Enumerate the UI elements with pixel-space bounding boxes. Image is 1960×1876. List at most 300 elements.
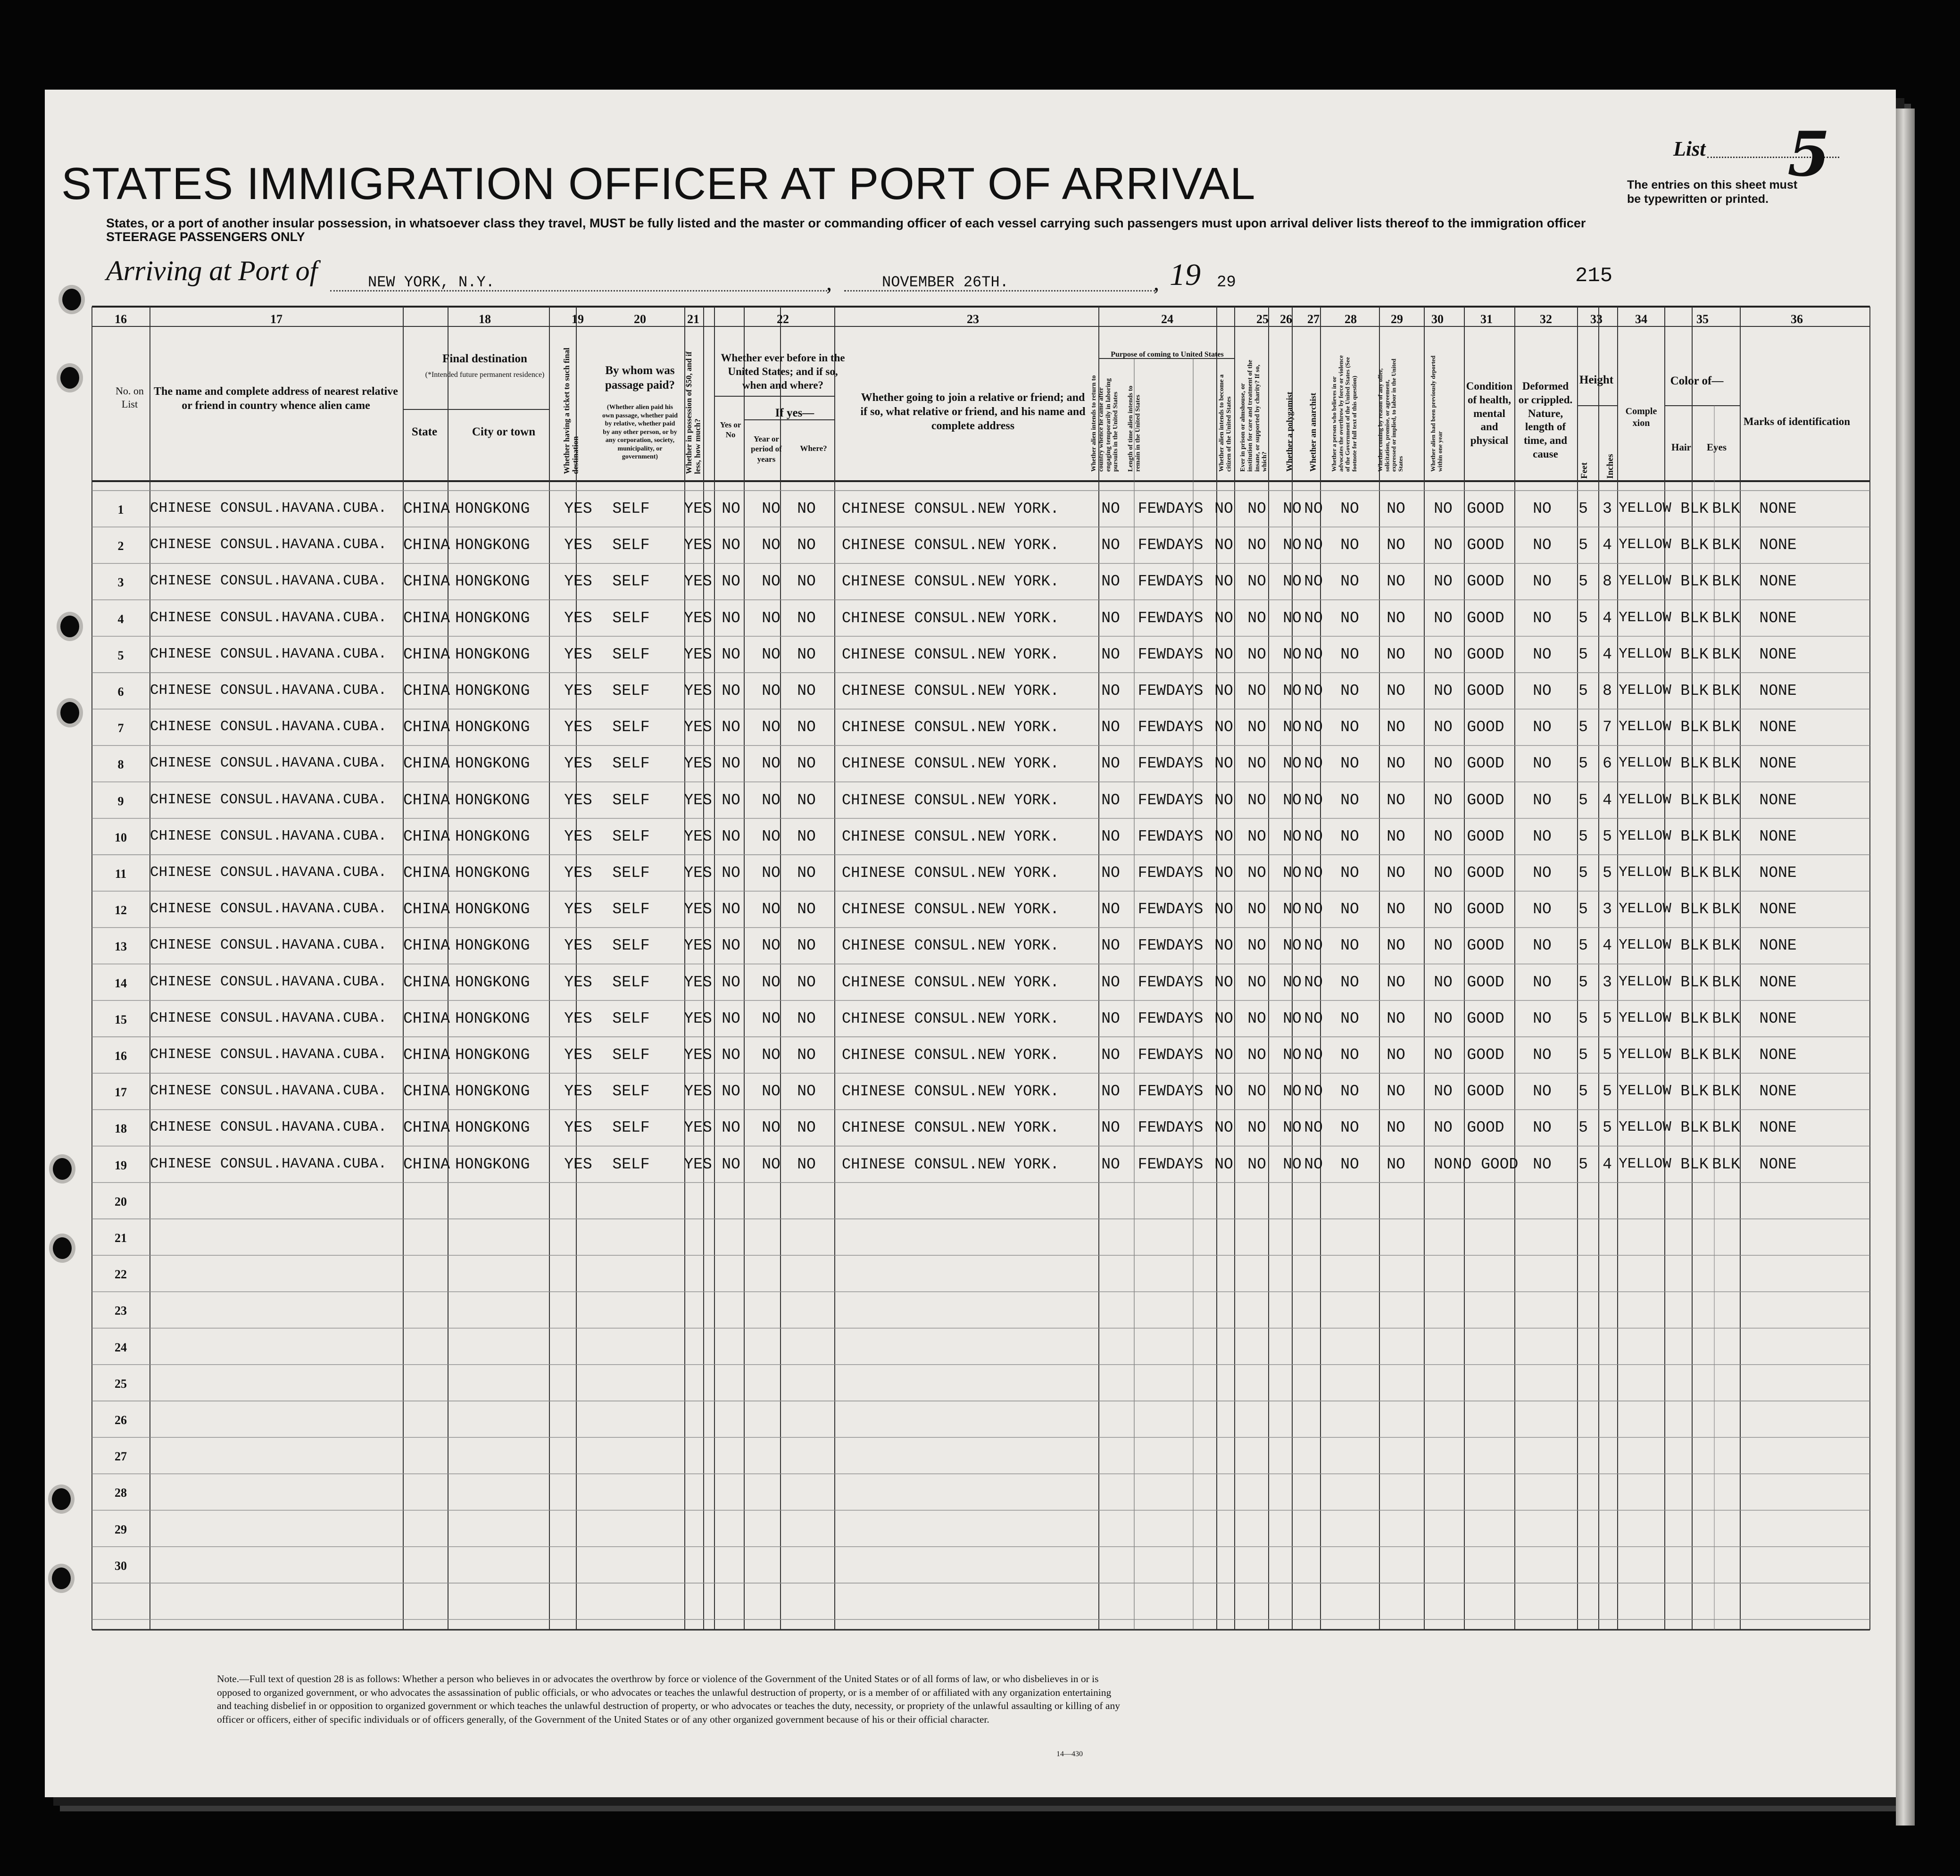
polygamist-cell: NO — [1283, 827, 1302, 845]
height-inches-cell: 4 — [1603, 645, 1612, 663]
anarchist-cell: NO — [1304, 682, 1323, 700]
ticket-cell: YES — [564, 755, 592, 773]
length-of-stay-cell: FEWDAYS — [1138, 973, 1204, 991]
before-in-us-cell: NO — [722, 755, 740, 773]
before-in-us-cell: NO — [722, 1083, 740, 1101]
passage-paid-cell: SELF — [612, 536, 650, 554]
money-cell: YES — [684, 937, 712, 955]
return-intent-cell: NO — [1101, 609, 1120, 627]
complexion-cell: YELLOW — [1619, 791, 1671, 808]
instruction-line: States, or a port of another insular possession, in whatsoever class they travel, MUST be fully listed and the master or commanding officer of each vessel carrying such passengers must upon arrival deliver lists thereof to the immigration officer — [106, 216, 1586, 230]
eye-color-cell: BLK — [1712, 1119, 1740, 1137]
anarchist-cell: NO — [1304, 536, 1323, 554]
prison-cell: NO — [1247, 718, 1266, 736]
city-cell: HONGKONG — [455, 900, 530, 918]
complexion-cell: YELLOW — [1619, 973, 1671, 990]
city-cell: HONGKONG — [455, 1119, 530, 1137]
city-cell: HONGKONG — [455, 536, 530, 554]
relative-address-cell: CHINESE CONSUL.HAVANA.CUBA. — [150, 609, 387, 626]
height-inches-cell: 5 — [1603, 864, 1612, 882]
row-number: 5 — [117, 648, 124, 662]
column-number: 29 — [1391, 312, 1403, 326]
q28-cell: NO — [1340, 1119, 1359, 1137]
ticket-cell: YES — [564, 645, 592, 663]
health-cell: GOOD — [1467, 1083, 1504, 1101]
complexion-cell: YELLOW — [1619, 1155, 1671, 1172]
return-intent-cell: NO — [1101, 791, 1120, 809]
period-cell: NO — [762, 973, 781, 991]
deported-cell: NO — [1434, 937, 1453, 955]
footnote-question-28: Note.—Full text of question 28 is as follows: Whether a person who believes in or advocates the overthrow by force or violence of the Government of the United States or of all forms of law, or who disbelieves in or is opposed to organized government, or who advocates the assassination of public officials, or who advocates or teaches the unlawful destruction of property, or is a member of or affiliated with any organization entertaining and teaching disbelief in or opposition to organized government or which teaches the unlawful destruction of property, or who advocates or teaches the duty, necessity, or propriety of the unlawful assaulting or killing of any officer or officers, either of specific individuals or of officers generally, of the Government of the United States or of any other organized government because of his or their official character. — [217, 1673, 1120, 1725]
prison-cell: NO — [1247, 1155, 1266, 1173]
row-number: 12 — [115, 903, 127, 917]
state-cell: CHINA — [403, 827, 450, 845]
hair-color-cell: BLK — [1680, 973, 1709, 991]
state-cell: CHINA — [403, 536, 450, 554]
eye-color-cell: BLK — [1712, 827, 1740, 845]
row-number: 15 — [115, 1012, 127, 1026]
height-inches-cell: 6 — [1603, 755, 1612, 773]
q28-cell: NO — [1340, 791, 1359, 809]
hair-color-cell: BLK — [1680, 864, 1709, 882]
header-nearest-relative: The name and complete address of nearest relative or friend in country whence alien came — [154, 385, 398, 412]
health-cell: GOOD — [1467, 718, 1504, 736]
city-cell: HONGKONG — [455, 1009, 530, 1027]
return-intent-cell: NO — [1101, 645, 1120, 663]
return-intent-cell: NO — [1101, 937, 1120, 955]
join-relative-cell: CHINESE CONSUL.NEW YORK. — [842, 1009, 1059, 1027]
relative-address-cell: CHINESE CONSUL.HAVANA.CUBA. — [150, 755, 387, 772]
before-in-us-cell: NO — [722, 1155, 740, 1173]
citizen-intent-cell: NO — [1214, 864, 1233, 882]
passage-paid-cell: SELF — [612, 573, 650, 591]
period-cell: NO — [762, 536, 781, 554]
money-cell: YES — [684, 791, 712, 809]
header-city: City or town — [472, 425, 536, 438]
join-relative-cell: CHINESE CONSUL.NEW YORK. — [842, 973, 1059, 991]
deformed-cell: NO — [1533, 900, 1552, 918]
arriving-label: Arriving at Port of — [106, 255, 318, 286]
relative-address-cell: CHINESE CONSUL.HAVANA.CUBA. — [150, 682, 387, 699]
labor-offer-cell: NO — [1387, 973, 1405, 991]
labor-offer-cell: NO — [1387, 1009, 1405, 1027]
height-inches-cell: 8 — [1603, 682, 1612, 700]
relative-address-cell: CHINESE CONSUL.HAVANA.CUBA. — [150, 573, 387, 590]
polygamist-cell: NO — [1283, 1046, 1302, 1064]
height-feet-cell: 5 — [1578, 645, 1588, 663]
polygamist-cell: NO — [1283, 791, 1302, 809]
citizen-intent-cell: NO — [1214, 1009, 1233, 1027]
relative-address-cell: CHINESE CONSUL.HAVANA.CUBA. — [150, 791, 387, 808]
hair-color-cell: BLK — [1680, 609, 1709, 627]
eye-color-cell: BLK — [1712, 1009, 1740, 1027]
q28-cell: NO — [1340, 1155, 1359, 1173]
complexion-cell: YELLOW — [1619, 500, 1671, 517]
q28-cell: NO — [1340, 900, 1359, 918]
where-cell: NO — [797, 973, 816, 991]
labor-offer-cell: NO — [1387, 682, 1405, 700]
row-number: 9 — [117, 794, 124, 808]
polygamist-cell: NO — [1283, 1155, 1302, 1173]
eye-color-cell: BLK — [1712, 1083, 1740, 1101]
header-anarchist: Whether an anarchist — [1308, 392, 1318, 472]
before-in-us-cell: NO — [722, 645, 740, 663]
return-intent-cell: NO — [1101, 827, 1120, 845]
deformed-cell: NO — [1533, 973, 1552, 991]
height-inches-cell: 3 — [1603, 973, 1612, 991]
length-of-stay-cell: FEWDAYS — [1138, 682, 1204, 700]
prison-cell: NO — [1247, 1083, 1266, 1101]
height-inches-cell: 5 — [1603, 1046, 1612, 1064]
where-cell: NO — [797, 609, 816, 627]
deported-cell: NO — [1434, 500, 1453, 517]
health-cell: GOOD — [1467, 573, 1504, 591]
money-cell: YES — [684, 682, 712, 700]
before-in-us-cell: NO — [722, 718, 740, 736]
passage-paid-cell: SELF — [612, 609, 650, 627]
passage-paid-cell: SELF — [612, 1046, 650, 1064]
citizen-intent-cell: NO — [1214, 791, 1233, 809]
ticket-cell: YES — [564, 1083, 592, 1101]
column-number: 33 — [1590, 312, 1603, 326]
relative-address-cell: CHINESE CONSUL.HAVANA.CUBA. — [150, 1119, 387, 1136]
relative-address-cell: CHINESE CONSUL.HAVANA.CUBA. — [150, 1046, 387, 1063]
before-in-us-cell: NO — [722, 682, 740, 700]
deformed-cell: NO — [1533, 864, 1552, 882]
hair-color-cell: BLK — [1680, 1009, 1709, 1027]
citizen-intent-cell: NO — [1214, 718, 1233, 736]
complexion-cell: YELLOW — [1619, 536, 1671, 553]
state-cell: CHINA — [403, 937, 450, 955]
row-number: 29 — [115, 1522, 127, 1536]
column-number: 18 — [479, 312, 491, 326]
complexion-cell: YELLOW — [1619, 1046, 1671, 1063]
anarchist-cell: NO — [1304, 937, 1323, 955]
period-cell: NO — [762, 791, 781, 809]
hair-color-cell: BLK — [1680, 1119, 1709, 1137]
period-cell: NO — [762, 1119, 781, 1137]
polygamist-cell: NO — [1283, 1119, 1302, 1137]
row-number: 30 — [115, 1559, 127, 1573]
city-cell: HONGKONG — [455, 755, 530, 773]
prison-cell: NO — [1247, 755, 1266, 773]
where-cell: NO — [797, 1046, 816, 1064]
join-relative-cell: CHINESE CONSUL.NEW YORK. — [842, 536, 1059, 554]
height-feet-cell: 5 — [1578, 718, 1588, 736]
deformed-cell: NO — [1533, 718, 1552, 736]
length-of-stay-cell: FEWDAYS — [1138, 609, 1204, 627]
ticket-cell: YES — [564, 973, 592, 991]
prison-cell: NO — [1247, 827, 1266, 845]
eye-color-cell: BLK — [1712, 864, 1740, 882]
join-relative-cell: CHINESE CONSUL.NEW YORK. — [842, 500, 1059, 517]
height-feet-cell: 5 — [1578, 937, 1588, 955]
anarchist-cell: NO — [1304, 973, 1323, 991]
height-inches-cell: 5 — [1603, 827, 1612, 845]
where-cell: NO — [797, 900, 816, 918]
separator: , — [1154, 270, 1159, 295]
before-in-us-cell: NO — [722, 1046, 740, 1064]
citizen-intent-cell: NO — [1214, 937, 1233, 955]
height-inches-cell: 4 — [1603, 609, 1612, 627]
marks-cell: NONE — [1759, 536, 1797, 554]
hair-color-cell: BLK — [1680, 536, 1709, 554]
labor-offer-cell: NO — [1387, 645, 1405, 663]
deported-cell: NO — [1434, 755, 1453, 773]
height-feet-cell: 5 — [1578, 864, 1588, 882]
state-cell: CHINA — [403, 1083, 450, 1101]
prison-cell: NO — [1247, 573, 1266, 591]
header-citizen-intent: Whether alien intends to become a citizen of the United States — [1218, 374, 1233, 472]
join-relative-cell: CHINESE CONSUL.NEW YORK. — [842, 1155, 1059, 1173]
labor-offer-cell: NO — [1387, 609, 1405, 627]
passage-paid-cell: SELF — [612, 682, 650, 700]
money-cell: YES — [684, 1155, 712, 1173]
join-relative-cell: CHINESE CONSUL.NEW YORK. — [842, 937, 1059, 955]
anarchist-cell: NO — [1304, 645, 1323, 663]
deported-cell: NO — [1434, 1119, 1453, 1137]
polygamist-cell: NO — [1283, 500, 1302, 517]
city-cell: HONGKONG — [455, 609, 530, 627]
header-deported: Whether alien had been previously deported within one year — [1429, 355, 1444, 472]
health-cell: GOOD — [1467, 682, 1504, 700]
marks-cell: NONE — [1759, 827, 1797, 845]
column-number: 34 — [1635, 312, 1647, 326]
return-intent-cell: NO — [1101, 1046, 1120, 1064]
labor-offer-cell: NO — [1387, 1155, 1405, 1173]
state-cell: CHINA — [403, 1119, 450, 1137]
header-if-yes: If yes— — [775, 407, 814, 419]
ticket-cell: YES — [564, 573, 592, 591]
height-inches-cell: 5 — [1603, 1083, 1612, 1101]
labor-offer-cell: NO — [1387, 536, 1405, 554]
deformed-cell: NO — [1533, 1009, 1552, 1027]
before-in-us-cell: NO — [722, 609, 740, 627]
hair-color-cell: BLK — [1680, 718, 1709, 736]
row-number: 2 — [117, 539, 124, 553]
before-in-us-cell: NO — [722, 827, 740, 845]
relative-address-cell: CHINESE CONSUL.HAVANA.CUBA. — [150, 500, 387, 517]
prison-cell: NO — [1247, 973, 1266, 991]
marks-cell: NONE — [1759, 718, 1797, 736]
period-cell: NO — [762, 1046, 781, 1064]
where-cell: NO — [797, 827, 816, 845]
q28-cell: NO — [1340, 864, 1359, 882]
where-cell: NO — [797, 500, 816, 517]
prison-cell: NO — [1247, 900, 1266, 918]
length-of-stay-cell: FEWDAYS — [1138, 900, 1204, 918]
city-cell: HONGKONG — [455, 645, 530, 663]
passage-paid-cell: SELF — [612, 1119, 650, 1137]
marks-cell: NONE — [1759, 1009, 1797, 1027]
entry-note-line1: The entries on this sheet must — [1627, 178, 1798, 192]
passage-paid-cell: SELF — [612, 864, 650, 882]
polygamist-cell: NO — [1283, 864, 1302, 882]
citizen-intent-cell: NO — [1214, 1046, 1233, 1064]
city-cell: HONGKONG — [455, 1155, 530, 1173]
marks-cell: NONE — [1759, 937, 1797, 955]
hair-color-cell: BLK — [1680, 682, 1709, 700]
length-of-stay-cell: FEWDAYS — [1138, 573, 1204, 591]
deported-cell: NO — [1434, 864, 1453, 882]
join-relative-cell: CHINESE CONSUL.NEW YORK. — [842, 755, 1059, 773]
entry-note-line2: be typewritten or printed. — [1627, 192, 1769, 206]
where-cell: NO — [797, 864, 816, 882]
header-money: Whether in possession of $50, and if less, how much? — [684, 351, 702, 474]
labor-offer-cell: NO — [1387, 1046, 1405, 1064]
hair-color-cell: BLK — [1680, 1046, 1709, 1064]
passage-paid-cell: SELF — [612, 937, 650, 955]
join-relative-cell: CHINESE CONSUL.NEW YORK. — [842, 864, 1059, 882]
polygamist-cell: NO — [1283, 682, 1302, 700]
port-value: NEW YORK, N.Y. — [368, 274, 495, 291]
header-marks: Marks of identification — [1743, 416, 1851, 427]
column-number: 32 — [1540, 312, 1552, 326]
citizen-intent-cell: NO — [1214, 900, 1233, 918]
period-cell: NO — [762, 755, 781, 773]
return-intent-cell: NO — [1101, 573, 1120, 591]
state-cell: CHINA — [403, 500, 450, 517]
deformed-cell: NO — [1533, 791, 1552, 809]
anarchist-cell: NO — [1304, 609, 1323, 627]
ticket-cell: YES — [564, 791, 592, 809]
deformed-cell: NO — [1533, 500, 1552, 517]
health-cell: GOOD — [1467, 900, 1504, 918]
period-cell: NO — [762, 682, 781, 700]
polygamist-cell: NO — [1283, 609, 1302, 627]
height-feet-cell: 5 — [1578, 827, 1588, 845]
before-in-us-cell: NO — [722, 900, 740, 918]
header-prison: Ever in prison or almshouse, or institution for care and treatment of the insane, or supported by charity? If so, which? — [1239, 359, 1269, 472]
deported-cell: NO — [1434, 1009, 1453, 1027]
q28-cell: NO — [1340, 1083, 1359, 1101]
height-feet-cell: 5 — [1578, 1009, 1588, 1027]
column-number: 19 — [572, 312, 584, 326]
state-cell: CHINA — [403, 609, 450, 627]
prison-cell: NO — [1247, 536, 1266, 554]
city-cell: HONGKONG — [455, 864, 530, 882]
length-of-stay-cell: FEWDAYS — [1138, 645, 1204, 663]
city-cell: HONGKONG — [455, 682, 530, 700]
eye-color-cell: BLK — [1712, 937, 1740, 955]
deported-cell: NO — [1434, 718, 1453, 736]
q28-cell: NO — [1340, 937, 1359, 955]
hair-color-cell: BLK — [1680, 937, 1709, 955]
before-in-us-cell: NO — [722, 973, 740, 991]
labor-offer-cell: NO — [1387, 791, 1405, 809]
where-cell: NO — [797, 718, 816, 736]
city-cell: HONGKONG — [455, 937, 530, 955]
polygamist-cell: NO — [1283, 536, 1302, 554]
header-inches: Inches — [1605, 454, 1615, 479]
state-cell: CHINA — [403, 1046, 450, 1064]
city-cell: HONGKONG — [455, 500, 530, 517]
header-hair: Hair — [1671, 442, 1691, 453]
complexion-cell: YELLOW — [1619, 864, 1671, 881]
citizen-intent-cell: NO — [1214, 1083, 1233, 1101]
q28-cell: NO — [1340, 1046, 1359, 1064]
header-final-destination-sub: (*Intended future permanent residence) — [425, 371, 545, 379]
anarchist-cell: NO — [1304, 1046, 1323, 1064]
header-passage-paid: By whom was passage paid? — [605, 364, 675, 392]
money-cell: YES — [684, 718, 712, 736]
health-cell: GOOD — [1467, 1009, 1504, 1027]
relative-address-cell: CHINESE CONSUL.HAVANA.CUBA. — [150, 827, 387, 844]
column-number: 25 — [1256, 312, 1269, 326]
complexion-cell: YELLOW — [1619, 900, 1671, 917]
complexion-cell: YELLOW — [1619, 573, 1671, 590]
join-relative-cell: CHINESE CONSUL.NEW YORK. — [842, 900, 1059, 918]
state-cell: CHINA — [403, 682, 450, 700]
prison-cell: NO — [1247, 645, 1266, 663]
row-number: 13 — [115, 940, 127, 954]
column-number: 22 — [777, 312, 789, 326]
health-cell: GOOD — [1467, 791, 1504, 809]
deformed-cell: NO — [1533, 1155, 1552, 1173]
anarchist-cell: NO — [1304, 573, 1323, 591]
row-number: 14 — [115, 976, 127, 990]
labor-offer-cell: NO — [1387, 500, 1405, 517]
citizen-intent-cell: NO — [1214, 827, 1233, 845]
height-inches-cell: 5 — [1603, 1009, 1612, 1027]
complexion-cell: YELLOW — [1619, 1083, 1671, 1100]
period-cell: NO — [762, 827, 781, 845]
eye-color-cell: BLK — [1712, 900, 1740, 918]
deported-cell: NO — [1434, 682, 1453, 700]
complexion-cell: YELLOW — [1619, 937, 1671, 954]
column-number: 36 — [1791, 312, 1803, 326]
passage-paid-cell: SELF — [612, 1009, 650, 1027]
eye-color-cell: BLK — [1712, 682, 1740, 700]
before-in-us-cell: NO — [722, 573, 740, 591]
height-feet-cell: 5 — [1578, 573, 1588, 591]
row-number: 8 — [117, 758, 124, 772]
hair-color-cell: BLK — [1680, 645, 1709, 663]
health-cell: GOOD — [1467, 864, 1504, 882]
where-cell: NO — [797, 1119, 816, 1137]
anarchist-cell: NO — [1304, 755, 1323, 773]
hair-color-cell: BLK — [1680, 1155, 1709, 1173]
health-cell: GOOD — [1467, 500, 1504, 517]
ticket-cell: YES — [564, 1009, 592, 1027]
deported-cell: NO — [1434, 573, 1453, 591]
labor-offer-cell: NO — [1387, 864, 1405, 882]
prison-cell: NO — [1247, 864, 1266, 882]
where-cell: NO — [797, 536, 816, 554]
return-intent-cell: NO — [1101, 1083, 1120, 1101]
period-cell: NO — [762, 573, 781, 591]
deformed-cell: NO — [1533, 1119, 1552, 1137]
health-cell: GOOD — [1467, 1046, 1504, 1064]
before-in-us-cell: NO — [722, 791, 740, 809]
q28-cell: NO — [1340, 682, 1359, 700]
marks-cell: NONE — [1759, 791, 1797, 809]
citizen-intent-cell: NO — [1214, 1155, 1233, 1173]
health-cell: GOOD — [1467, 1119, 1504, 1137]
passage-paid-cell: SELF — [612, 755, 650, 773]
height-feet-cell: 5 — [1578, 791, 1588, 809]
anarchist-cell: NO — [1304, 827, 1323, 845]
before-in-us-cell: NO — [722, 864, 740, 882]
relative-address-cell: CHINESE CONSUL.HAVANA.CUBA. — [150, 900, 387, 917]
height-inches-cell: 8 — [1603, 573, 1612, 591]
row-number: 25 — [115, 1376, 127, 1391]
passage-paid-cell: SELF — [612, 900, 650, 918]
hair-color-cell: BLK — [1680, 900, 1709, 918]
hair-color-cell: BLK — [1680, 755, 1709, 773]
row-number: 7 — [117, 721, 124, 735]
height-feet-cell: 5 — [1578, 900, 1588, 918]
